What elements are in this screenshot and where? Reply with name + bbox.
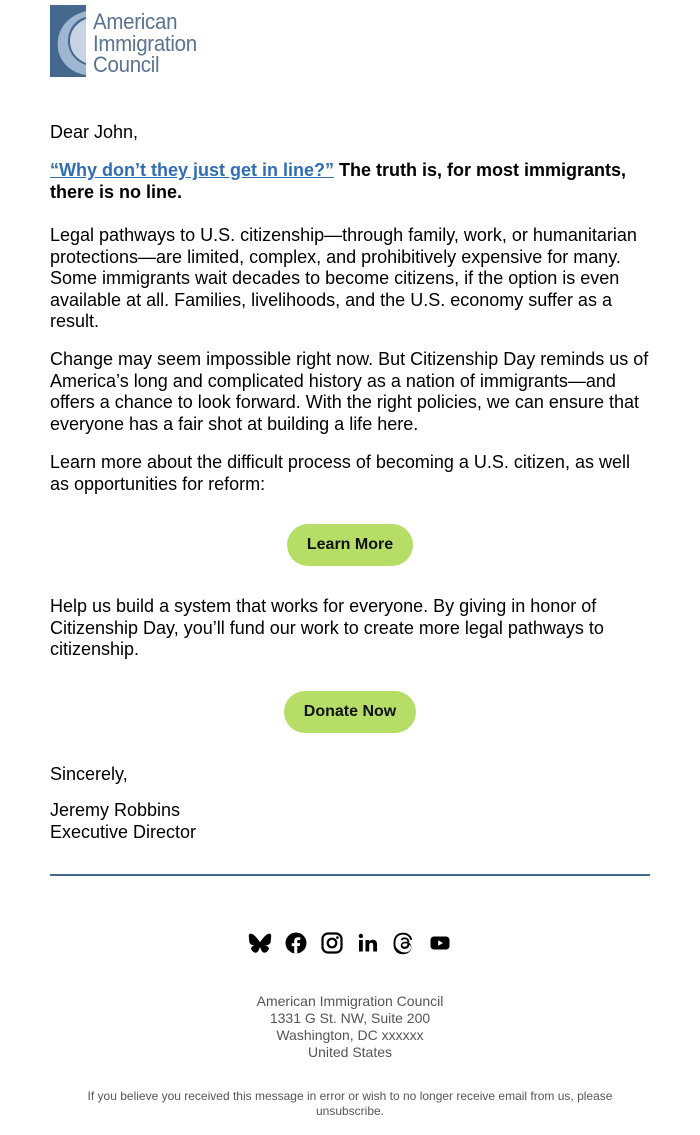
- instagram-icon[interactable]: [320, 931, 344, 955]
- closing: Sincerely,: [50, 764, 128, 784]
- headline: [50, 160, 650, 203]
- threads-icon[interactable]: [392, 931, 416, 955]
- footer-address: [0, 993, 700, 1061]
- footer-divider: [50, 874, 650, 876]
- body-paragraph-4: Help us build a system that works for everyone. By giving in honor of Citizenship Day, you’ll fund our work to create more legal pathways to citizenship.: [50, 596, 604, 659]
- youtube-icon[interactable]: [428, 931, 452, 955]
- bluesky-icon[interactable]: [248, 931, 272, 955]
- headline-text: The truth is, for most immigrants, there is no line.: [50, 160, 627, 202]
- body-paragraph-1: Legal pathways to U.S. citizenship—through family, work, or humanitarian protections—are limited, complex, and prohibitively expensive for many. Some immigrants wait decades to become citizens, if the option is even available at all. Families, livelihoods, and the U.S. economy suffer as a result.: [50, 225, 637, 331]
- signature: [50, 800, 650, 843]
- body-paragraph-3: Learn more about the difficult process of becoming a U.S. citizen, as well as opportunities for reform:: [50, 452, 630, 494]
- unsubscribe-link[interactable]: unsubscribe.: [315, 1103, 385, 1118]
- facebook-icon[interactable]: [284, 931, 308, 955]
- footer-city: Washington, DC xxxxxx: [276, 1027, 424, 1043]
- logo-wordmark: [93, 11, 197, 76]
- footer-street: 1331 G St. NW, Suite 200: [269, 1010, 431, 1026]
- footer-disclaimer: [0, 1089, 700, 1118]
- signer-name: Jeremy Robbins: [50, 800, 181, 820]
- organization-logo[interactable]: [50, 5, 210, 79]
- logo-line-3: Council: [93, 52, 160, 77]
- body-paragraph-2: Change may seem impossible right now. But Citizenship Day reminds us of America’s long and complicated history as a nation of immigrants—and offers a chance to look forward. With the right policies, we can ensure that everyone has a fair shot at building a life here.: [50, 349, 649, 434]
- signer-title: Executive Director: [50, 821, 197, 842]
- donate-now-button[interactable]: Donate Now: [284, 691, 416, 733]
- logo-line-1: American: [93, 9, 178, 34]
- disclaimer-text: If you believe you received this message in error or wish to no longer receive email from us, please: [87, 1089, 613, 1103]
- logo-line-2: Immigration: [93, 30, 197, 56]
- footer-country: United States: [307, 1044, 393, 1060]
- greeting: Dear John,: [50, 122, 139, 142]
- headline-link[interactable]: “Why don’t they just get in line?”: [50, 160, 334, 180]
- linkedin-icon[interactable]: [356, 931, 380, 955]
- footer-org-name: American Immigration Council: [256, 993, 444, 1009]
- learn-more-button[interactable]: Learn More: [287, 524, 413, 566]
- logo-mark-icon: [50, 5, 86, 77]
